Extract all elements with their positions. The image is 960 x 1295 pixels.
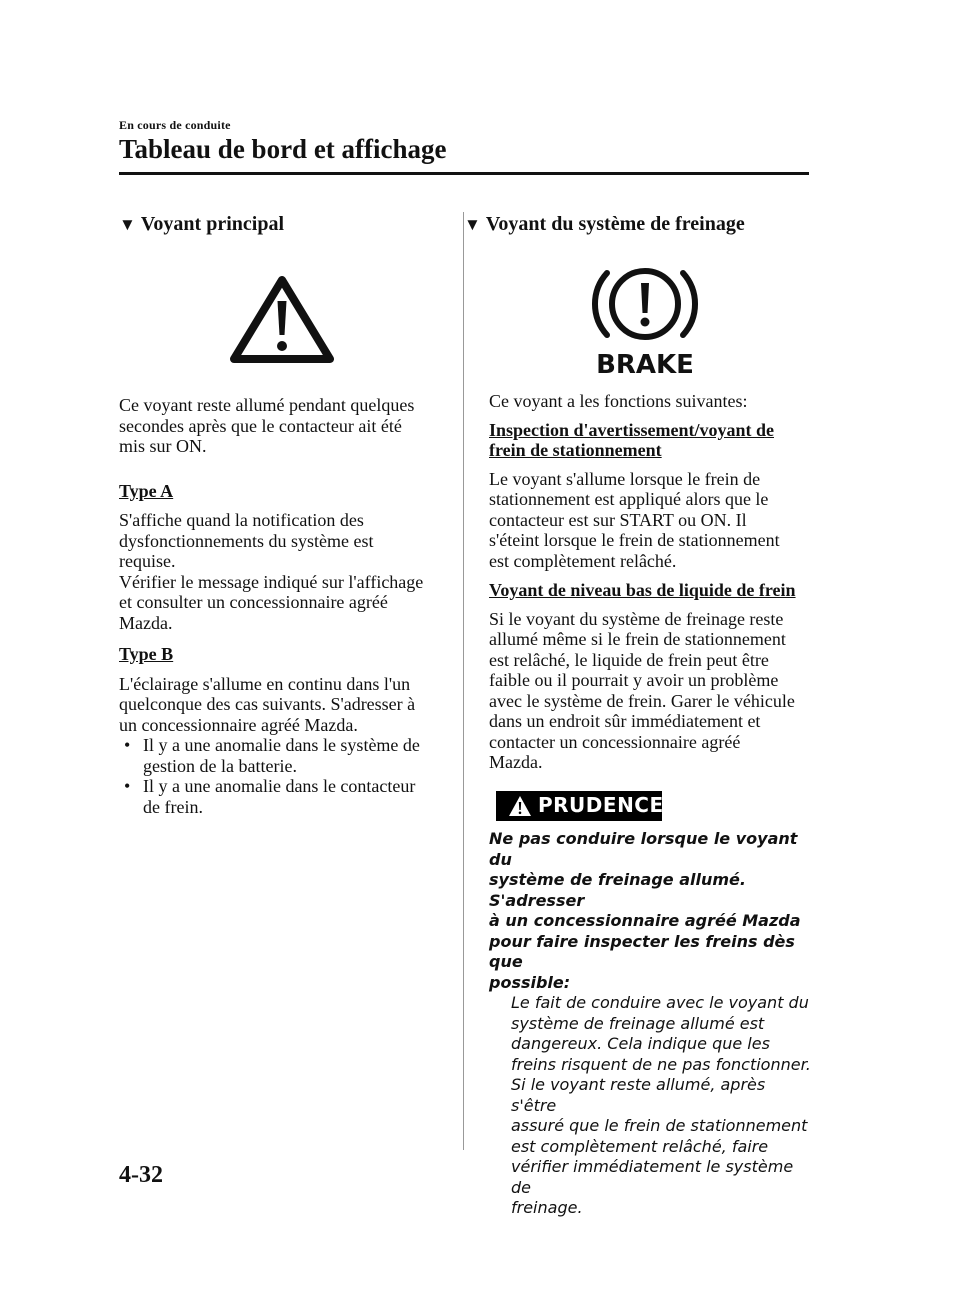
heading-brake-system: ▼ Voyant du système de freinage [464, 210, 811, 239]
intro-paragraph: Ce voyant reste allumé pendant quelques secondes après que le contacteur ait été mis sur ON. [119, 395, 415, 456]
caution-bold-text: Ne pas conduire lorsque le voyant du système de freinage allumé. S'adresser à un concessionnaire agréé Mazda pour faire inspecter les freins dès que possible: [489, 829, 801, 992]
brake-fluid-paragraph: Si le voyant du système de freinage reste allumé même si le frein de stationnement est relâché, le liquide de frein peut être faible ou il pourrait y avoir un problème avec le système de frein. Garer le véhicule dans un endroit sûr immédiatement et contacter un concessionnaire agréé Mazda. [489, 608, 795, 772]
triangle-marker-icon: ▼ [464, 215, 481, 234]
master-warning-triangle-icon [226, 271, 338, 369]
list-item: • Il y a une anomalie dans le contacteur de frein. [124, 776, 416, 817]
master-warning-figure [119, 271, 444, 369]
bullet-icon: • [124, 776, 131, 796]
svg-text:BRAKE: BRAKE [596, 350, 694, 377]
caution-body-text: Le fait de conduire avec le voyant du système de freinage allumé est dangereux. Cela indique que les freins risquent de ne pas fonctionner. Si le voyant reste allumé, après s'être assuré que le frein de stationnement est complètement relâché, faire vérifier immédiatement le système de freinage. [511, 993, 811, 1217]
page-title: Tableau de bord et affichage [119, 134, 447, 164]
brake-warning-icon [585, 259, 705, 377]
section-label: En cours de conduite [119, 118, 231, 132]
type-b-paragraph: L'éclairage s'allume en continu dans l'un quelconque des cas suivants. S'adresser à un concessionnaire agréé Mazda. [119, 673, 416, 735]
type-a-label: Type A [119, 480, 174, 501]
type-b-bullets [119, 735, 444, 817]
sub-heading-brake-fluid: Voyant de niveau bas de liquide de frein [489, 580, 796, 600]
list-item: • Il y a une anomalie dans le système de gestion de la batterie. [124, 735, 420, 776]
type-a-paragraph: S'affiche quand la notification des dysfonctionnements du système est requise. Vérifier le message indiqué sur l'affichage et consulter un concessionnaire agréé Mazda. [119, 510, 424, 633]
heading-voyant-principal: ▼ Voyant principal [119, 210, 444, 239]
parking-brake-paragraph: Le voyant s'allume lorsque le frein de stationnement est appliqué alors que le contacteur est sur START ou ON. Il s'éteint lorsque le frein de stationnement est complètement relâché. [489, 468, 780, 571]
page-number: 4-32 [119, 1162, 163, 1188]
left-column [119, 210, 444, 817]
caution-warning-icon [508, 795, 532, 817]
brake-intro: Ce voyant a les fonctions suivantes: [489, 391, 748, 411]
column-divider [463, 212, 464, 1150]
type-b-label: Type B [119, 644, 174, 664]
brake-warning-figure [479, 259, 811, 377]
caution-banner [496, 791, 811, 822]
sub-heading-parking-brake: Inspection d'avertissement/voyant de frein de stationnement [489, 419, 774, 460]
triangle-marker-icon: ▼ [119, 215, 136, 234]
header-rule [119, 172, 809, 175]
caution-label: PRUDENCE [538, 793, 664, 818]
right-column [464, 210, 811, 1219]
bullet-icon: • [124, 735, 131, 755]
